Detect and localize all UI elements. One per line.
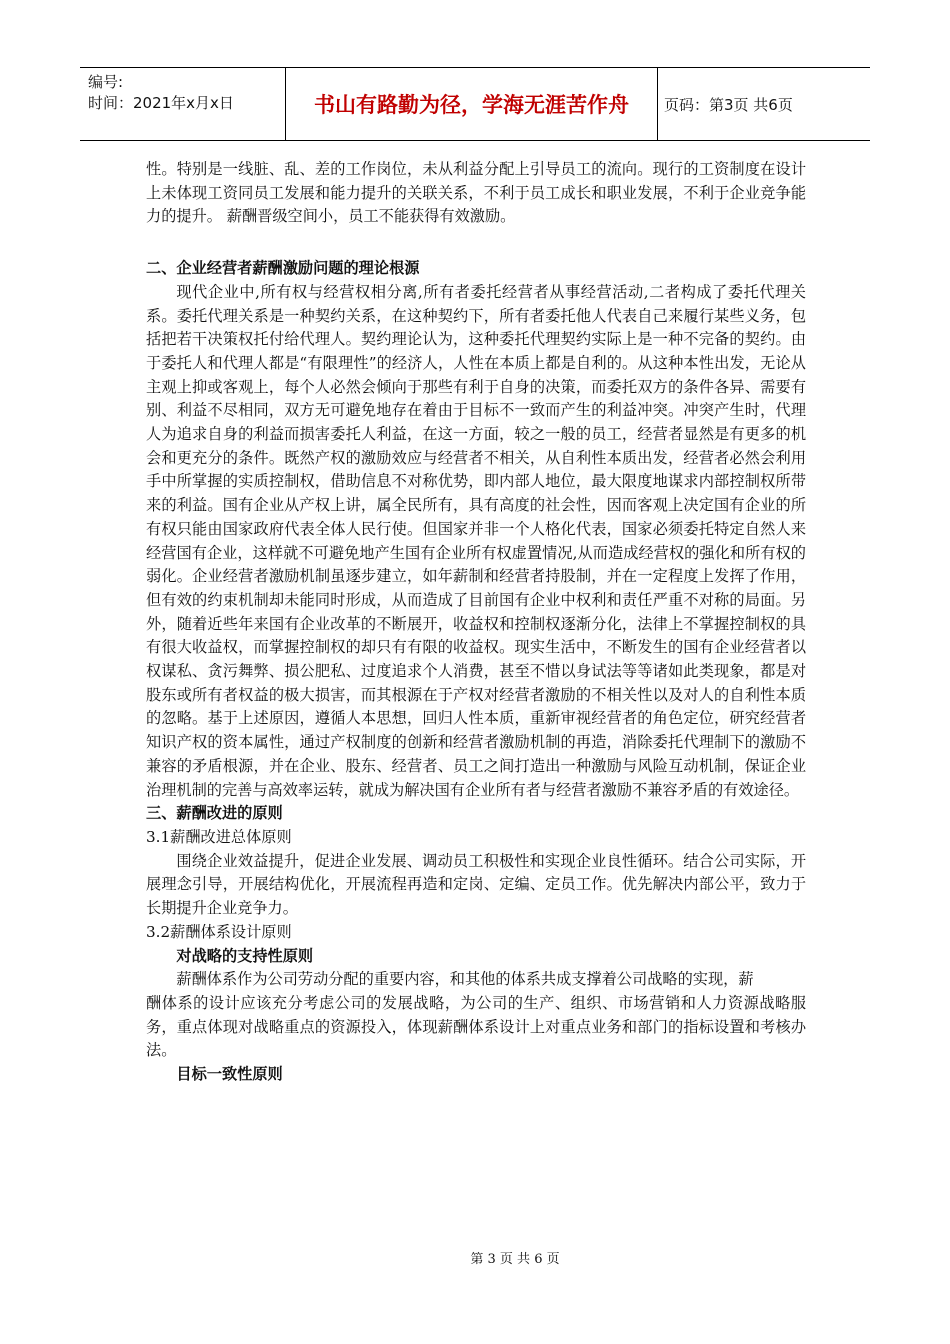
subsection-3-1: 3.1薪酬改进总体原则	[146, 827, 292, 846]
principle-heading-consistency: 目标一致性原则	[176, 1065, 283, 1084]
principle-heading-strategy: 对战略的支持性原则	[176, 946, 314, 965]
page-footer: 第 3 页 共 6 页	[470, 1252, 560, 1267]
paragraph-theory: 现代企业中,所有权与经营权相分离,所有者委托经营者从事经营活动,二者构成了委托代理关系。委托代理关系是一种契约关系，在这种契约下，所有者委托他人代表自己来履行某些义务，包括把若干决策权托付给代理人。契约理论认为，这种委托代理契约实际上是一种不完备的契约。由于委托人和代理人都是“有限理性”的经济人，人性在本质上都是自利的。从这种本性出发，无论从主观上抑或客观上，每个人必然会倾向于那些有利于自身的决策，而委托双方的条件各异、需要有别、利益不尽相同，双方无可避免地存在着由于目标不一致而产生的利益冲突。冲突产生时，代理人为追求自身的利益而损害委托人利益，在这一方面，较之一般的员工，经营者显然是有更多的机会和更充分的条件。既然产权的激励效应与经营者不相关，从自利性本质出发，经营者必然会利用手中所掌握的实质控制权，借助信息不对称优势，即内部人地位，最大限度地谋求内部控制权所带来的利益。国有企业从产权上讲，属全民所有，具有高度的社会性，因而客观上决定国有企业的所有权只能由国家政府代表全体人民行使。但国家并非一个人格化代表，国家必须委托特定自然人来经营国有企业，这样就不可避免地产生国有企业所有权虚置情况,从而造成经营权的强化和所有权的弱化。企业经营者激励机制虽逐步建立，如年薪制和经营者持股制，并在一定程度上发挥了作用，但有效的约束机制却未能同时形成，从而造成了目前国有企业中权利和责任严重不对称的局面。另外，随着近些年来国有企业改革的不断展开，收益权和控制权逐渐分化，法律上不掌握控制权的具有很大收益权，而掌握控制权的却只有有限的收益权。现实生活中，不断发生的国有企业经营者以权谋私、贪污舞弊、损公肥私、过度追求个人消费，甚至不惜以身试法等等诸如此类现象，都是对股东或所有者权益的极大损害，而其根源在于产权对经营者激励的不相关性以及对人的自利性本质的忽略。基于上述原因，遵循人本思想，回归人性本质，重新审视经营者的角色定位，研究经营者知识产权的资本属性，通过产权制度的创新和经营者激励机制的再造，消除委托代理制下的激励不兼容的矛盾根源，并在企业、股东、经营者、员工之间打造出一种激励与风险互动机制，保证企业治理机制的完善与高效率运转，就成为解决国有企业所有者与经营者激励不兼容矛盾的有效途径。	[146, 282, 806, 799]
subsection-3-2: 3.2薪酬体系设计原则	[146, 922, 292, 941]
paragraph-strategy-a: 薪酬体系作为公司劳动分配的重要内容，和其他的体系共成支撑着公司战略的实现，薪	[176, 970, 754, 989]
header-page-label: 页码：第3页 共6页	[664, 95, 793, 114]
header-motto-cell	[285, 68, 658, 140]
time-label: 时间：2021年x月x日	[88, 94, 234, 112]
page-header	[80, 67, 870, 141]
section-heading-2: 二、企业经营者薪酬激励问题的理论根源	[146, 259, 420, 278]
spacer	[146, 229, 806, 257]
document-body	[146, 158, 806, 1087]
header-meta	[80, 68, 285, 140]
section-heading-3: 三、薪酬改进的原则	[146, 804, 283, 823]
header-motto: 书山有路勤为径，学海无涯苦作舟	[314, 93, 629, 117]
number-label: 编号:	[88, 73, 124, 91]
paragraph-continued: 性。特别是一线脏、乱、差的工作岗位，未从利益分配上引导员工的流向。现行的工资制度在设计上未体现工资同员工发展和能力提升的关联关系，不利于员工成长和职业发展，不利于企业竞争能力的提升。 薪酬晋级空间小，员工不能获得有效激励。	[146, 160, 806, 226]
paragraph-strategy-b: 酬体系的设计应该充分考虑公司的发展战略，为公司的生产、组织、市场营销和人力资源战略服务，重点体现对战略重点的资源投入，体现薪酬体系设计上对重点业务和部门的指标设置和考核办法。	[146, 993, 806, 1060]
paragraph-general-principle: 围绕企业效益提升，促进企业发展、调动员工积极性和实现企业良性循环。结合公司实际，开展理念引导，开展结构优化，开展流程再造和定岗、定编、定员工作。优先解决内部公平，致力于长期提升企业竞争力。	[146, 851, 806, 918]
